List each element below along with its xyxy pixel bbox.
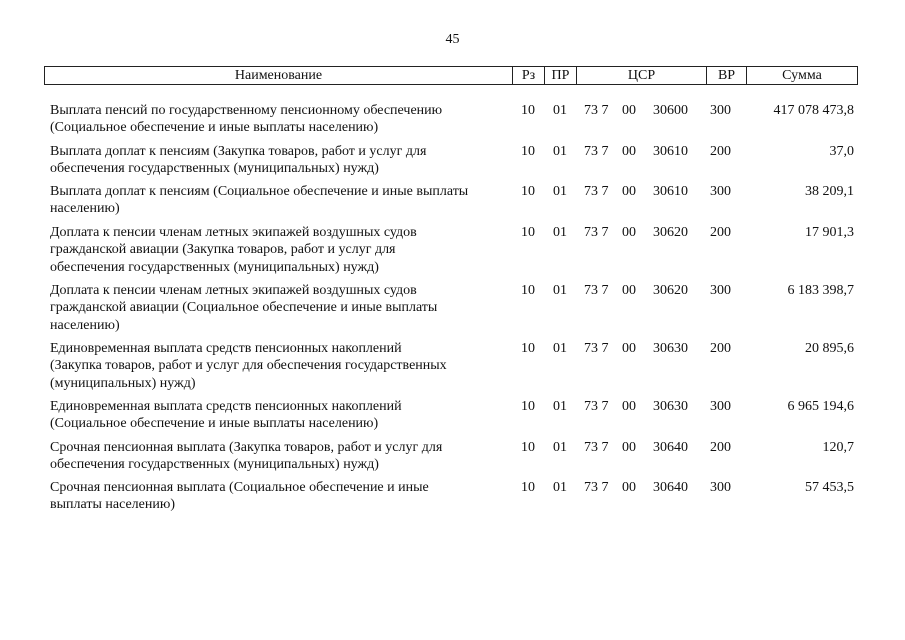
- header-vr: ВР: [707, 67, 747, 84]
- row-vr: 200: [710, 341, 731, 356]
- row-pr: 01: [553, 399, 567, 414]
- row-sum: 6 183 398,7: [787, 283, 854, 298]
- row-vr: 300: [710, 480, 731, 495]
- row-name: Выплата доплат к пенсиям (Закупка товаров, работ и услуг для обеспечения государственных (муниципальных) нужд): [50, 144, 427, 177]
- row-rz: 10: [521, 144, 535, 159]
- row-name: Доплата к пенсии членам летных экипажей воздушных судов гражданской авиации (Закупка товаров, работ и услуг для обеспечения государственных (муниципальных) нужд): [50, 225, 417, 275]
- row-pr: 01: [553, 440, 567, 455]
- row-rz: 10: [521, 440, 535, 455]
- row-vr: 200: [710, 144, 731, 159]
- page-number: 45: [445, 32, 460, 47]
- row-csr-program: 73 7: [584, 225, 609, 240]
- row-csr-code: 30620: [653, 283, 688, 298]
- row-name: Доплата к пенсии членам летных экипажей воздушных судов гражданской авиации (Социальное обеспечение и иные выплаты населению): [50, 283, 438, 333]
- row-csr-subprogram: 00: [622, 144, 636, 159]
- row-csr-subprogram: 00: [622, 399, 636, 414]
- row-vr: 300: [710, 184, 731, 199]
- row-sum: 38 209,1: [805, 184, 854, 199]
- row-csr-program: 73 7: [584, 341, 609, 356]
- header-name: Наименование: [45, 67, 513, 84]
- row-rz: 10: [521, 184, 535, 199]
- row-vr: 300: [710, 283, 731, 298]
- row-sum: 417 078 473,8: [773, 103, 854, 118]
- row-csr-program: 73 7: [584, 283, 609, 298]
- row-name: Срочная пенсионная выплата (Социальное обеспечение и иные выплаты населению): [50, 480, 429, 513]
- row-name: Единовременная выплата средств пенсионных накоплений (Закупка товаров, работ и услуг для обеспечения государственных (муниципальных) нужд): [50, 341, 447, 391]
- row-pr: 01: [553, 341, 567, 356]
- row-rz: 10: [521, 341, 535, 356]
- row-csr-code: 30620: [653, 225, 688, 240]
- row-sum: 37,0: [829, 144, 854, 159]
- header-rz: Рз: [513, 67, 545, 84]
- row-csr-code: 30630: [653, 341, 688, 356]
- row-csr-subprogram: 00: [622, 480, 636, 495]
- row-rz: 10: [521, 225, 535, 240]
- row-name: Выплата пенсий по государственному пенсионному обеспечению (Социальное обеспечение и иные выплаты населению): [50, 103, 443, 136]
- row-csr-program: 73 7: [584, 184, 609, 199]
- row-sum: 20 895,6: [805, 341, 854, 356]
- row-rz: 10: [521, 399, 535, 414]
- row-name: Выплата доплат к пенсиям (Социальное обеспечение и иные выплаты населению): [50, 184, 469, 217]
- row-rz: 10: [521, 103, 535, 118]
- row-pr: 01: [553, 103, 567, 118]
- row-sum: 17 901,3: [805, 225, 854, 240]
- row-csr-subprogram: 00: [622, 103, 636, 118]
- row-pr: 01: [553, 144, 567, 159]
- row-csr-code: 30600: [653, 103, 688, 118]
- row-rz: 10: [521, 480, 535, 495]
- row-sum: 57 453,5: [805, 480, 854, 495]
- row-sum: 6 965 194,6: [787, 399, 854, 414]
- row-pr: 01: [553, 225, 567, 240]
- row-pr: 01: [553, 283, 567, 298]
- row-csr-code: 30640: [653, 480, 688, 495]
- row-vr: 200: [710, 440, 731, 455]
- row-csr-subprogram: 00: [622, 184, 636, 199]
- row-csr-subprogram: 00: [622, 225, 636, 240]
- row-pr: 01: [553, 480, 567, 495]
- row-sum: 120,7: [822, 440, 854, 455]
- row-csr-subprogram: 00: [622, 283, 636, 298]
- header-csr: ЦСР: [577, 67, 707, 84]
- row-vr: 200: [710, 225, 731, 240]
- header-pr: ПР: [545, 67, 577, 84]
- row-rz: 10: [521, 283, 535, 298]
- row-pr: 01: [553, 184, 567, 199]
- row-csr-program: 73 7: [584, 103, 609, 118]
- row-csr-program: 73 7: [584, 480, 609, 495]
- row-csr-code: 30610: [653, 184, 688, 199]
- row-csr-subprogram: 00: [622, 440, 636, 455]
- row-name: Единовременная выплата средств пенсионных накоплений (Социальное обеспечение и иные выплаты населению): [50, 399, 402, 432]
- row-csr-program: 73 7: [584, 440, 609, 455]
- row-vr: 300: [710, 399, 731, 414]
- row-csr-program: 73 7: [584, 144, 609, 159]
- row-csr-code: 30640: [653, 440, 688, 455]
- row-csr-program: 73 7: [584, 399, 609, 414]
- row-csr-code: 30610: [653, 144, 688, 159]
- row-csr-subprogram: 00: [622, 341, 636, 356]
- row-vr: 300: [710, 103, 731, 118]
- row-csr-code: 30630: [653, 399, 688, 414]
- header-sum: Сумма: [782, 68, 822, 83]
- row-name: Срочная пенсионная выплата (Закупка товаров, работ и услуг для обеспечения государственных (муниципальных) нужд): [50, 440, 443, 473]
